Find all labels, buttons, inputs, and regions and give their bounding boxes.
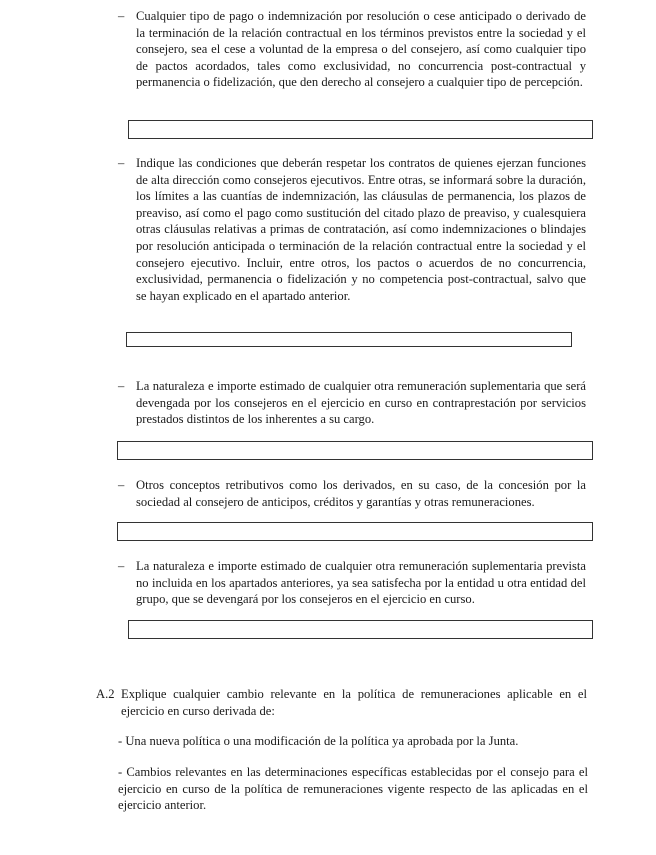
item-text: Cualquier tipo de pago o indemnización por resolución o cese anticipado o derivado de la terminación de la relación contractual en los términos previstos entre la sociedad y el consejero, sea el cese a voluntad de la empresa o del consejero, así como cualquier tipo de pactos acordados, tales como exclusividad, no concurrencia post-contractual y permanencia o fidelización, que den derecho al consejero a cualquier tipo de percepción. xyxy=(136,9,586,90)
list-bullet: – xyxy=(118,478,125,492)
item-text: Indique las condiciones que deberán respetar los contratos de quienes ejerzan funciones de alta dirección como consejeros ejecutivos. Entre otras, se informará sobre la duración, los límites a las cuantías de indemnización, las cláusulas de permanencia, los plazos de preaviso, así como el pago como sustitución del citado plazo de preaviso, y cualesquiera otras cláusulas relativas a primas de contratación, así como indemnizaciones o blindajes por resolución anticipada o terminación de la relación contractual entre la sociedad y el consejero ejecutivo. Incluir, entre otros, los pactos o acuerdos de no concurrencia, exclusividad, permanencia o fidelización y no competencia post-contractual, salvo que se hayan explicado en el apartado anterior. xyxy=(136,156,586,303)
answer-text-box[interactable] xyxy=(128,120,593,139)
answer-text-box[interactable] xyxy=(126,332,572,347)
answer-text-box[interactable] xyxy=(128,620,593,639)
section-number: A.2 xyxy=(96,687,115,701)
list-bullet: – xyxy=(118,559,125,573)
item-text: La naturaleza e importe estimado de cualquier otra remuneración suplementaria prevista no incluida en los apartados anteriores, ya sea satisfecha por la entidad u otra entidad del grupo, que se devengará por los consejeros en el ejercicio en curso. xyxy=(136,559,586,607)
section-subitem: - Una nueva política o una modificación de la política ya aprobada por la Junta. xyxy=(118,734,519,748)
answer-text-box[interactable] xyxy=(117,522,593,541)
section-text: Explique cualquier cambio relevante en la política de remuneraciones aplicable en el ejercicio en curso derivada de: xyxy=(121,687,587,718)
item-text: La naturaleza e importe estimado de cualquier otra remuneración suplementaria que será devengada por los consejeros en el ejercicio en curso en contraprestación por servicios prestados distintos de los inherentes a su cargo. xyxy=(136,379,586,427)
section-subitem: - Cambios relevantes en las determinaciones específicas establecidas por el consejo para el ejercicio en curso de la política de remuneraciones vigente respecto de las aplicadas en el ejercicio anterior. xyxy=(118,765,588,813)
list-bullet: – xyxy=(118,156,125,170)
item-text: Otros conceptos retributivos como los derivados, en su caso, de la concesión por la sociedad al consejero de anticipos, créditos y garantías y otras remuneraciones. xyxy=(136,478,586,509)
answer-text-box[interactable] xyxy=(117,441,593,460)
list-bullet: – xyxy=(118,379,125,393)
list-bullet: – xyxy=(118,9,125,23)
